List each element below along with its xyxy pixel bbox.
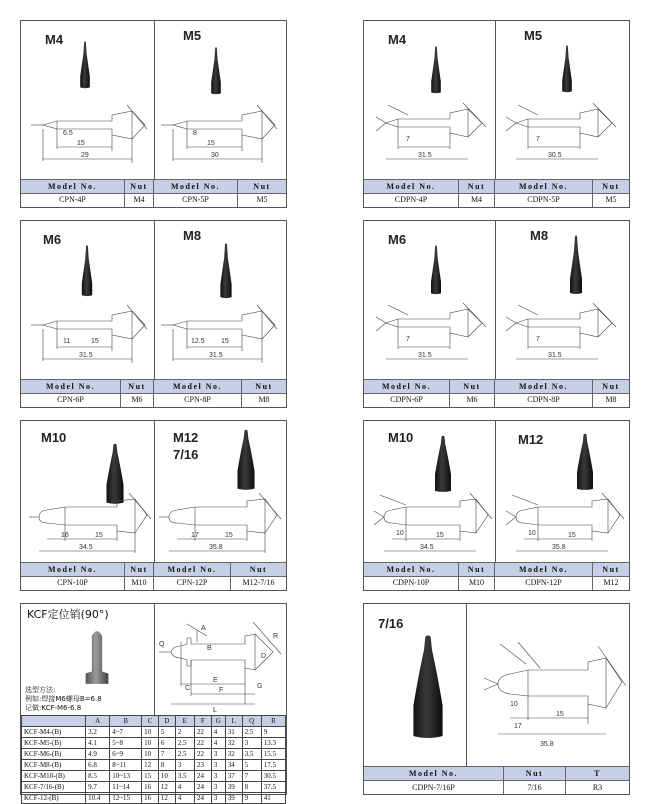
kcf-title: KCF定位销(90°) xyxy=(27,608,109,621)
table-header-row xyxy=(22,716,286,727)
value-cell: 30.5 xyxy=(261,771,285,782)
value-cell: 8.5 xyxy=(86,771,110,782)
nut-value: M10 xyxy=(459,574,495,590)
size-label: M8 xyxy=(183,228,202,243)
table-header xyxy=(364,766,629,781)
nut-value: M5 xyxy=(605,194,617,204)
value-cell: 3 xyxy=(175,760,194,771)
value-cell: 5 xyxy=(242,760,261,771)
note-line: 选型方法: xyxy=(25,686,56,694)
dim-a: 16 xyxy=(61,532,69,539)
t-value: R3 xyxy=(592,783,603,792)
table-row xyxy=(22,793,286,804)
cdpn-m10-panel xyxy=(364,421,496,562)
header-model: Model No. xyxy=(364,180,459,193)
value-cell: 3 xyxy=(211,760,225,771)
header-nut: Nut xyxy=(459,180,495,193)
value-cell: 4 xyxy=(211,727,225,738)
header-nut: Nut xyxy=(602,565,620,574)
value-cell: 13.3 xyxy=(261,738,285,749)
header-nut: Nut xyxy=(602,182,620,191)
column-header: L xyxy=(225,716,242,727)
value-cell: 39 xyxy=(225,782,242,793)
dim-b: 30.5 xyxy=(548,152,562,159)
table-row xyxy=(22,782,286,793)
value-cell: 10 xyxy=(142,749,159,760)
model-value: CPN-5P xyxy=(154,191,238,207)
table-row xyxy=(364,191,629,207)
dim-e: E xyxy=(213,677,218,684)
pin-photo xyxy=(77,39,93,91)
value-cell: 22 xyxy=(194,749,211,760)
kcf-pin-photo xyxy=(81,626,113,688)
dim-g: G xyxy=(257,683,263,690)
header-model: Model No. xyxy=(495,380,593,393)
product-card-cpn-m4-m5 xyxy=(20,20,287,208)
header-nut: Nut xyxy=(459,563,495,576)
technical-drawing xyxy=(498,97,623,177)
header-model: Model No. xyxy=(495,563,593,576)
value-cell: 24 xyxy=(194,782,211,793)
cpn-m8-panel xyxy=(153,221,286,379)
size-label: M4 xyxy=(45,32,64,47)
value-cell: 6~9 xyxy=(110,749,142,760)
header-nut: Nut xyxy=(121,380,154,393)
model-cell: KCF-M4-(B) xyxy=(22,727,86,738)
value-cell: 4 xyxy=(175,793,194,804)
product-card-cpn-m10-m12 xyxy=(20,420,287,591)
pin-photo xyxy=(427,245,445,295)
value-cell: 4 xyxy=(175,782,194,793)
table-row xyxy=(364,781,629,794)
header-nut: Nut xyxy=(602,382,620,391)
value-cell: 10~13 xyxy=(110,771,142,782)
value-cell: 23 xyxy=(194,760,211,771)
dim-a: 17 xyxy=(191,532,199,539)
header-model: Model No. xyxy=(21,180,125,193)
product-card-cdpn-m4-m5 xyxy=(363,20,630,208)
dim-c: 34.5 xyxy=(79,544,93,551)
nut-value: M4 xyxy=(125,191,154,207)
dim-b: 15 xyxy=(95,532,103,539)
dim-b: 11 xyxy=(63,338,71,345)
dim-b: 15 xyxy=(225,532,233,539)
value-cell: 7 xyxy=(158,749,175,760)
nut-value: M8 xyxy=(258,394,270,404)
model-cell: KCF-12-(B) xyxy=(22,793,86,804)
cdpn-m8-panel xyxy=(494,221,629,379)
value-cell: 4 xyxy=(211,738,225,749)
dim-b: 31.5 xyxy=(548,352,562,359)
dim-b: 12.5 xyxy=(191,338,205,345)
size-label: M4 xyxy=(388,32,407,47)
technical-drawing xyxy=(27,299,152,377)
technical-drawing xyxy=(27,99,152,177)
technical-drawing xyxy=(498,297,623,377)
kcf-technical-drawing xyxy=(157,608,285,714)
value-cell: 4.9 xyxy=(86,749,110,760)
model-cell: KCF-7/16-(B) xyxy=(22,782,86,793)
size-label: M10 xyxy=(41,430,67,445)
value-cell: 15 xyxy=(142,771,159,782)
size-label: M6 xyxy=(388,232,407,247)
dim-c: 31.5 xyxy=(209,352,223,359)
value-cell: 8~11 xyxy=(110,760,142,771)
dim-a: 7 xyxy=(406,336,410,343)
dim-c: 29 xyxy=(81,152,89,159)
header-nut: Nut xyxy=(253,182,271,191)
value-cell: 22 xyxy=(194,738,211,749)
header-model: Model No. xyxy=(21,563,125,576)
header-model: Model No. xyxy=(364,767,504,780)
technical-drawing xyxy=(498,489,626,561)
header-nut: Nut xyxy=(255,382,273,391)
column-header: E xyxy=(175,716,194,727)
value-cell: 41 xyxy=(261,793,285,804)
column-header: C xyxy=(142,716,159,727)
dim-c: 35.8 xyxy=(209,544,223,551)
value-cell: 9 xyxy=(242,793,261,804)
size-label: M12 xyxy=(518,432,544,447)
nut-value: 7/16 xyxy=(504,781,566,794)
value-cell: 10 xyxy=(158,771,175,782)
value-cell: 3 xyxy=(211,749,225,760)
cpn-m4-panel xyxy=(21,21,155,179)
model-value: CPN-8P xyxy=(154,391,242,407)
dim-d: 35.8 xyxy=(540,741,554,748)
header-nut: Nut xyxy=(450,380,495,393)
value-cell: 8 xyxy=(242,782,261,793)
value-cell: 4~7 xyxy=(110,727,142,738)
pin-photo xyxy=(428,45,444,95)
table-row xyxy=(22,727,286,738)
header-model: Model No. xyxy=(364,380,450,393)
pin-photo xyxy=(208,45,224,97)
note-line: 例如:焊接M6螺母B=6.8 xyxy=(25,695,102,703)
value-cell: 9.7 xyxy=(86,782,110,793)
note-line: 记做:KCF-M6-6.8 xyxy=(25,704,82,712)
dim-b: 15 xyxy=(568,532,576,539)
size-label: M5 xyxy=(524,28,543,43)
size-label: M5 xyxy=(183,28,202,43)
model-cell: KCF-M10-(B) xyxy=(22,771,86,782)
pin-photo xyxy=(78,245,96,297)
dim-a: 7 xyxy=(406,136,410,143)
value-cell: 10.4 xyxy=(86,793,110,804)
technical-drawing xyxy=(157,99,282,177)
value-cell: 12 xyxy=(158,793,175,804)
cdpn-716-photo-panel xyxy=(364,604,467,766)
size-label: 7/16 xyxy=(378,616,404,631)
pin-photo xyxy=(572,433,598,491)
dim-l: L xyxy=(213,707,217,714)
dim-b: 8 xyxy=(193,130,197,137)
value-cell: 7 xyxy=(242,771,261,782)
dim-b: 15 xyxy=(436,532,444,539)
value-cell: 11~14 xyxy=(110,782,142,793)
header-model: Model No. xyxy=(364,563,459,576)
table-row xyxy=(21,574,286,590)
value-cell: 3 xyxy=(242,738,261,749)
technical-drawing xyxy=(157,299,282,377)
model-cell: KCF-M5-(B) xyxy=(22,738,86,749)
dim-b: 17 xyxy=(514,723,522,730)
dim-a: 7 xyxy=(536,136,540,143)
model-value: CDPN-12P xyxy=(495,574,593,590)
column-header: G xyxy=(211,716,225,727)
size-label: M12 xyxy=(173,430,199,445)
model-value: CPN-4P xyxy=(21,191,125,207)
value-cell: 10 xyxy=(142,738,159,749)
value-cell: 8 xyxy=(158,760,175,771)
column-header: D xyxy=(158,716,175,727)
header-t: T xyxy=(594,769,601,778)
cpn-m12-panel xyxy=(153,421,286,562)
table-row xyxy=(22,738,286,749)
technical-drawing xyxy=(155,493,283,561)
column-header: F xyxy=(194,716,211,727)
column-header: R xyxy=(261,716,285,727)
product-card-cdpn-m6-m8 xyxy=(363,220,630,408)
model-value: CDPN-10P xyxy=(364,574,459,590)
cpn-m6-panel xyxy=(21,221,155,379)
dim-a: 15 xyxy=(207,140,215,147)
value-cell: 37.5 xyxy=(261,782,285,793)
selection-note xyxy=(25,686,102,713)
nut-value: M12 xyxy=(603,577,619,587)
dim-a: 10 xyxy=(528,530,536,537)
size-label: M8 xyxy=(530,228,549,243)
column-header: B xyxy=(110,716,142,727)
model-value: CDPN-6P xyxy=(364,391,450,407)
header-model: Model No. xyxy=(154,180,238,193)
model-cell: KCF-M8-(B) xyxy=(22,760,86,771)
header-nut: Nut xyxy=(125,180,154,193)
dim-c: 30 xyxy=(211,152,219,159)
dim-f: F xyxy=(219,687,224,694)
column-header xyxy=(22,716,86,727)
nut-value: M10 xyxy=(125,574,154,590)
table-row xyxy=(364,574,629,590)
value-cell: 3.5 xyxy=(175,771,194,782)
model-value: CPN-12P xyxy=(154,574,231,590)
cpn-m10-panel xyxy=(21,421,155,562)
dim-q: Q xyxy=(159,641,165,648)
value-cell: 9 xyxy=(261,727,285,738)
dim-a: 15 xyxy=(77,140,85,147)
technical-drawing xyxy=(368,297,493,377)
value-cell: 32 xyxy=(225,749,242,760)
value-cell: 22 xyxy=(194,727,211,738)
pin-photo xyxy=(404,634,452,740)
header-model: Model No. xyxy=(154,563,231,576)
value-cell: 3 xyxy=(211,782,225,793)
pin-photo xyxy=(231,429,261,491)
dim-c: 35.8 xyxy=(552,544,566,551)
value-cell: 16 xyxy=(142,782,159,793)
product-card-cdpn-m10-m12 xyxy=(363,420,630,591)
value-cell: 39 xyxy=(225,793,242,804)
dim-b: B xyxy=(207,645,212,652)
value-cell: 2 xyxy=(175,727,194,738)
product-card-cpn-m6-m8 xyxy=(20,220,287,408)
dim-a: 10 xyxy=(510,701,518,708)
header-nut: Nut xyxy=(249,565,268,574)
model-value: CPN-10P xyxy=(21,574,125,590)
header-model: Model No. xyxy=(154,380,242,393)
pin-photo xyxy=(215,243,237,299)
dim-b: 31.5 xyxy=(418,152,432,159)
pin-photo xyxy=(566,235,586,295)
value-cell: 3 xyxy=(211,793,225,804)
dim-c: 31.5 xyxy=(79,352,93,359)
table-row xyxy=(364,391,629,407)
size-label: M6 xyxy=(43,232,62,247)
value-cell: 4.1 xyxy=(86,738,110,749)
dim-a: A xyxy=(201,625,206,632)
value-cell: 6.8 xyxy=(86,760,110,771)
table-row xyxy=(22,760,286,771)
technical-drawing xyxy=(470,624,628,762)
cdpn-m5-panel xyxy=(494,21,629,179)
pin-photo xyxy=(559,43,575,95)
model-value: CDPN-4P xyxy=(364,191,459,207)
column-header: Q xyxy=(242,716,261,727)
nut-value: M8 xyxy=(605,394,617,404)
dim-a: 7 xyxy=(536,336,540,343)
pin-photo xyxy=(432,435,454,493)
value-cell: 12 xyxy=(142,760,159,771)
dim-a: 15 xyxy=(91,338,99,345)
divider xyxy=(154,604,155,716)
value-cell: 2.5 xyxy=(175,749,194,760)
cdpn-m6-panel xyxy=(364,221,496,379)
column-header: A xyxy=(86,716,110,727)
size-label-alt: 7/16 xyxy=(173,447,199,462)
header-nut: Nut xyxy=(125,563,154,576)
nut-value: M6 xyxy=(450,391,495,407)
table-row xyxy=(21,191,286,207)
model-value: CDPN-8P xyxy=(495,391,593,407)
dim-d: D xyxy=(261,653,267,660)
value-cell: 5 xyxy=(158,727,175,738)
value-cell: 17.5 xyxy=(261,760,285,771)
dim-b: 6.5 xyxy=(63,130,73,137)
kcf-spec-table xyxy=(21,715,286,804)
value-cell: 12~15 xyxy=(110,793,142,804)
value-cell: 37 xyxy=(225,771,242,782)
value-cell: 5~8 xyxy=(110,738,142,749)
value-cell: 12 xyxy=(158,782,175,793)
dim-a: 15 xyxy=(221,338,229,345)
nut-value: M12-7/16 xyxy=(242,577,275,587)
table-row xyxy=(22,771,286,782)
nut-value: M6 xyxy=(121,391,154,407)
header-model: Model No. xyxy=(21,380,121,393)
technical-drawing xyxy=(366,489,494,561)
nut-value: M4 xyxy=(459,191,495,207)
value-cell: 3.2 xyxy=(86,727,110,738)
cdpn-m4-panel xyxy=(364,21,496,179)
header-nut: Nut xyxy=(504,767,566,780)
value-cell: 31 xyxy=(225,727,242,738)
technical-drawing xyxy=(368,97,493,177)
dim-r: R xyxy=(273,633,279,640)
value-cell: 3 xyxy=(211,771,225,782)
header-model: Model No. xyxy=(495,180,593,193)
model-value: CDPN-5P xyxy=(495,191,593,207)
table-row xyxy=(21,391,286,407)
value-cell: 15.5 xyxy=(261,749,285,760)
model-value: CPN-6P xyxy=(21,391,121,407)
table-row xyxy=(22,749,286,760)
dim-c: 15 xyxy=(556,711,564,718)
value-cell: 32 xyxy=(225,738,242,749)
value-cell: 24 xyxy=(194,793,211,804)
value-cell: 2.5 xyxy=(175,738,194,749)
nut-value: M5 xyxy=(256,194,268,204)
size-label: M10 xyxy=(388,430,414,445)
product-card-kcf xyxy=(20,603,287,802)
dim-c: C xyxy=(185,685,191,692)
value-cell: 2.5 xyxy=(242,727,261,738)
dim-a: 10 xyxy=(396,530,404,537)
value-cell: 34 xyxy=(225,760,242,771)
model-cell: KCF-M6-(B) xyxy=(22,749,86,760)
dim-b: 31.5 xyxy=(418,352,432,359)
dim-c: 34.5 xyxy=(420,544,434,551)
product-card-cdpn-716 xyxy=(363,603,630,795)
cpn-m5-panel xyxy=(153,21,286,179)
technical-drawing xyxy=(25,493,153,561)
value-cell: 16 xyxy=(142,793,159,804)
value-cell: 24 xyxy=(194,771,211,782)
value-cell: 3.5 xyxy=(242,749,261,760)
cdpn-m12-panel xyxy=(494,421,629,562)
value-cell: 6 xyxy=(158,738,175,749)
model-value: CDPN-7/16P xyxy=(364,781,504,794)
value-cell: 10 xyxy=(142,727,159,738)
